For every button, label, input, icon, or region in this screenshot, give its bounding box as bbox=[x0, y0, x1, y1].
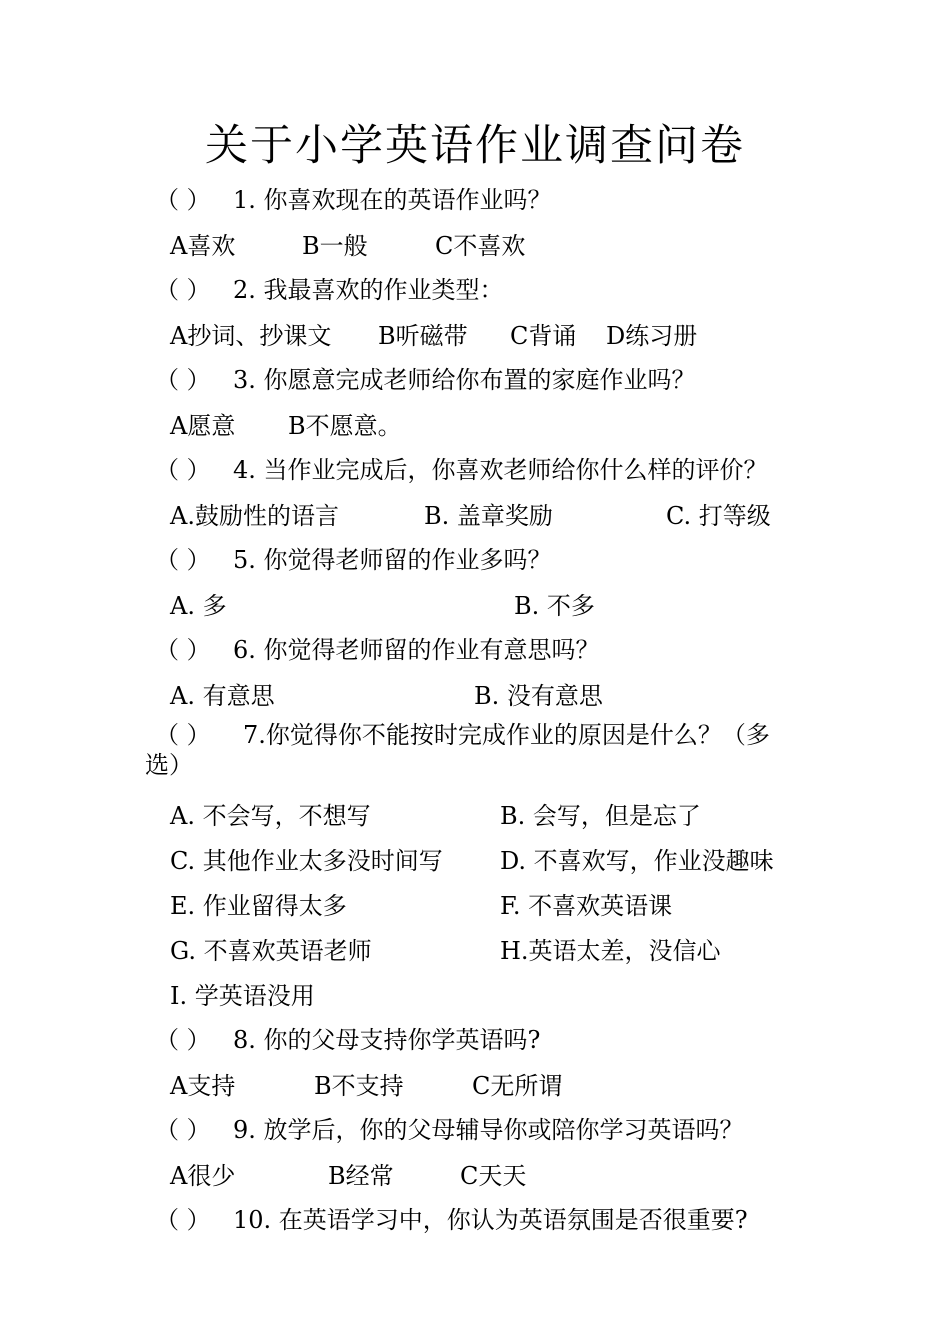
q7-option-h: H.英语太差，没信心 bbox=[500, 937, 721, 965]
answer-bracket[interactable]: （ ） bbox=[155, 186, 211, 214]
question-2-text: 2. 我最喜欢的作业类型： bbox=[233, 276, 504, 304]
q7-option-g: G. 不喜欢英语老师 bbox=[170, 937, 372, 965]
q8-option-b: B不支持 bbox=[314, 1072, 404, 1100]
answer-bracket[interactable]: （ ） bbox=[155, 456, 211, 484]
q3-option-b: B不愿意。 bbox=[288, 412, 402, 440]
q9-option-c: C天天 bbox=[460, 1162, 527, 1190]
question-10-text: 10. 在英语学习中，你认为英语氛围是否很重要? bbox=[233, 1206, 748, 1234]
q5-option-b: B. 不多 bbox=[514, 592, 595, 620]
document-title: 关于小学英语作业调查问卷 bbox=[205, 121, 745, 171]
answer-bracket[interactable]: （ ） bbox=[155, 636, 211, 664]
q5-option-a: A. 多 bbox=[170, 592, 227, 620]
question-5 bbox=[155, 540, 552, 575]
question-4 bbox=[155, 450, 768, 485]
answer-bracket[interactable]: （ ） bbox=[155, 1116, 211, 1144]
question-7 bbox=[145, 720, 805, 780]
question-9 bbox=[155, 1110, 744, 1145]
q6-option-a: A. 有意思 bbox=[170, 682, 275, 710]
q4-option-c: C. 打等级 bbox=[666, 502, 771, 530]
q7-option-i: I. 学英语没用 bbox=[170, 982, 315, 1010]
q4-option-a: A.鼓励性的语言 bbox=[170, 502, 339, 530]
q7-option-c: C. 其他作业太多没时间写 bbox=[170, 847, 443, 875]
answer-bracket[interactable]: （ ） bbox=[155, 1206, 211, 1234]
q2-option-c: C背诵 bbox=[510, 322, 577, 350]
q4-option-b: B. 盖章奖励 bbox=[424, 502, 553, 530]
question-6 bbox=[155, 630, 600, 665]
question-2 bbox=[155, 270, 504, 305]
question-8 bbox=[155, 1020, 540, 1055]
question-7-text: 7.你觉得你不能按时完成作业的原因是什么？（多选） bbox=[145, 721, 770, 779]
q8-option-c: C无所谓 bbox=[472, 1072, 563, 1100]
answer-bracket[interactable]: （ ） bbox=[155, 1026, 211, 1054]
q1-option-c: C不喜欢 bbox=[435, 232, 526, 260]
question-10 bbox=[155, 1200, 748, 1235]
q7-option-a: A. 不会写，不想写 bbox=[170, 802, 371, 830]
q9-option-b: B经常 bbox=[328, 1162, 394, 1190]
q2-option-d: D练习册 bbox=[606, 322, 698, 350]
q1-option-b: B一般 bbox=[302, 232, 368, 260]
question-9-text: 9. 放学后，你的父母辅导你或陪你学习英语吗？ bbox=[233, 1116, 744, 1144]
question-1-text: 1. 你喜欢现在的英语作业吗？ bbox=[233, 186, 552, 214]
question-1 bbox=[155, 180, 552, 215]
q3-option-a: A愿意 bbox=[170, 412, 236, 440]
question-5-text: 5. 你觉得老师留的作业多吗？ bbox=[233, 546, 552, 574]
q1-option-a: A喜欢 bbox=[170, 232, 236, 260]
q7-option-e: E. 作业留得太多 bbox=[170, 892, 347, 920]
question-3 bbox=[155, 360, 696, 395]
q2-option-a: A抄词、抄课文 bbox=[170, 322, 332, 350]
q7-option-b: B. 会写，但是忘了 bbox=[500, 802, 701, 830]
q2-option-b: B听磁带 bbox=[378, 322, 468, 350]
question-4-text: 4. 当作业完成后，你喜欢老师给你什么样的评价？ bbox=[233, 456, 768, 484]
q7-option-d: D. 不喜欢写，作业没趣味 bbox=[500, 847, 774, 875]
q7-option-f: F. 不喜欢英语课 bbox=[500, 892, 673, 920]
question-6-text: 6. 你觉得老师留的作业有意思吗？ bbox=[233, 636, 600, 664]
question-8-text: 8. 你的父母支持你学英语吗? bbox=[233, 1026, 541, 1054]
question-3-text: 3. 你愿意完成老师给你布置的家庭作业吗？ bbox=[233, 366, 696, 394]
q6-option-b: B. 没有意思 bbox=[474, 682, 603, 710]
answer-bracket[interactable]: （ ） bbox=[155, 546, 211, 574]
answer-bracket[interactable]: （ ） bbox=[155, 721, 211, 749]
answer-bracket[interactable]: （ ） bbox=[155, 276, 211, 304]
answer-bracket[interactable]: （ ） bbox=[155, 366, 211, 394]
q9-option-a: A很少 bbox=[170, 1162, 236, 1190]
q8-option-a: A支持 bbox=[170, 1072, 236, 1100]
